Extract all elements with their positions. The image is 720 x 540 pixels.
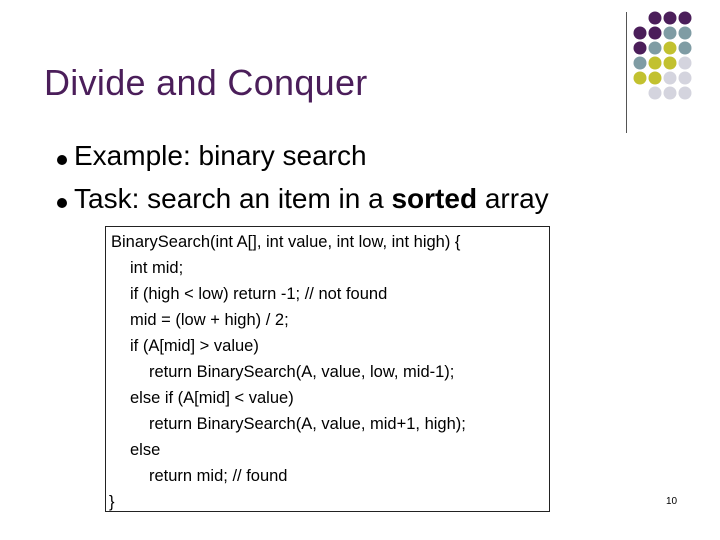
bullet-text-after: array xyxy=(477,183,549,214)
decorative-dot xyxy=(649,72,662,85)
bullet-dot-icon xyxy=(57,155,67,165)
decorative-dot xyxy=(679,27,692,40)
decorative-dot xyxy=(664,72,677,85)
decorative-dot xyxy=(649,12,662,25)
slide-title: Divide and Conquer xyxy=(44,62,368,103)
decorative-dot xyxy=(649,27,662,40)
bullet-dot-icon xyxy=(57,198,67,208)
code-line: } xyxy=(109,493,115,511)
decorative-dot xyxy=(634,42,647,55)
code-line: else xyxy=(130,441,161,459)
decorative-dot xyxy=(679,72,692,85)
bullet-text: Example: binary search xyxy=(74,140,367,171)
decorative-dot xyxy=(664,27,677,40)
bullet-text xyxy=(74,183,549,215)
code-line: BinarySearch(int A[], int value, int low, int high) { xyxy=(111,233,461,251)
decorative-dot xyxy=(634,72,647,85)
decorative-dot xyxy=(664,57,677,70)
decorative-dot xyxy=(679,12,692,25)
decorative-dot xyxy=(664,12,677,25)
code-line: return BinarySearch(A, value, low, mid-1); xyxy=(149,363,455,381)
decorative-dot xyxy=(664,87,677,100)
code-line: return BinarySearch(A, value, mid+1, high); xyxy=(149,415,466,433)
decorative-dot xyxy=(649,57,662,70)
code-line: if (A[mid] > value) xyxy=(130,337,259,355)
code-line: if (high < low) return -1; // not found xyxy=(130,285,388,303)
code-line: mid = (low + high) / 2; xyxy=(130,311,289,329)
decorative-dot xyxy=(664,42,677,55)
bullet-text-bold: sorted xyxy=(391,183,478,214)
decorative-dot xyxy=(649,87,662,100)
decorative-dot xyxy=(634,27,647,40)
decorative-dot xyxy=(679,42,692,55)
code-line: else if (A[mid] < value) xyxy=(130,389,294,407)
code-box xyxy=(105,226,550,512)
slide-number: 10 xyxy=(666,496,678,507)
decorative-dot xyxy=(679,57,692,70)
code-line: int mid; xyxy=(130,259,184,277)
bullet-text-before: Task: search an item in a xyxy=(74,183,392,214)
title-divider-line xyxy=(626,12,627,133)
decorative-dot xyxy=(649,42,662,55)
code-line: return mid; // found xyxy=(149,467,288,485)
decorative-dot xyxy=(679,87,692,100)
decorative-dot xyxy=(634,57,647,70)
